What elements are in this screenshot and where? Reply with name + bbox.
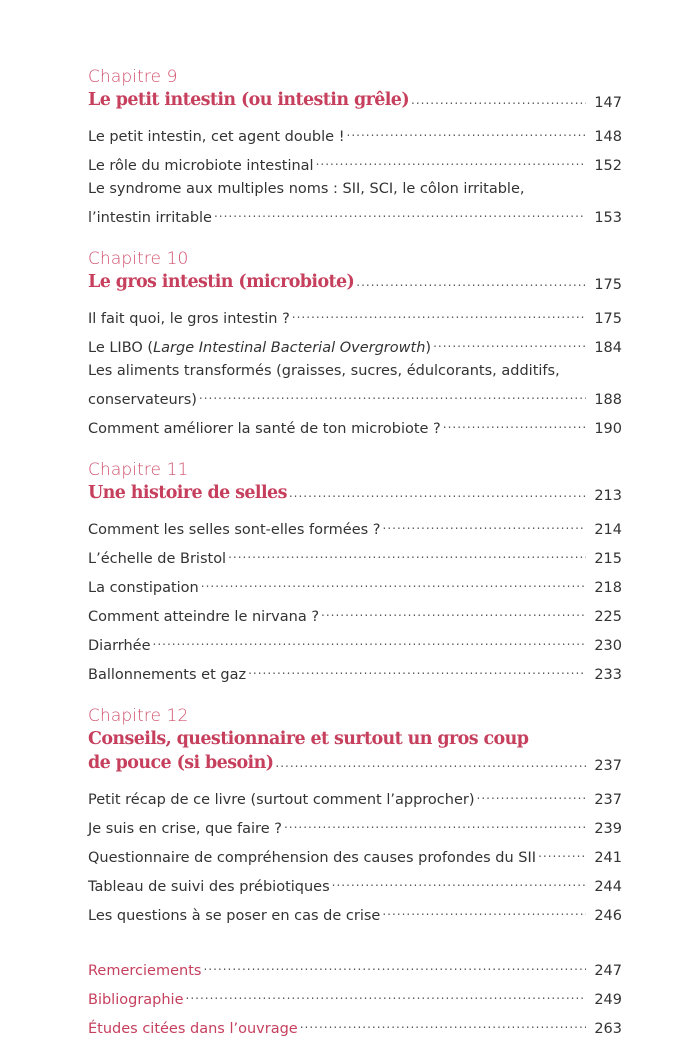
chapter-title-row[interactable] <box>88 270 622 294</box>
dot-leader <box>284 812 586 836</box>
toc-entry[interactable] <box>88 302 622 331</box>
dot-leader <box>153 629 587 653</box>
toc-entry-remerciements[interactable] <box>88 954 622 983</box>
entry-title: La constipation <box>88 580 199 596</box>
dot-leader <box>186 983 587 1007</box>
entry-title-line2: l’intestin irritable <box>88 210 212 226</box>
entry-title: Le rôle du microbiote intestinal <box>88 158 314 174</box>
toc-entry[interactable] <box>88 841 622 870</box>
dot-leader <box>443 412 587 436</box>
entry-title-italic: Large Intestinal Bacterial Overgrowth <box>153 340 426 356</box>
entry-title-line1: Le syndrome aux multiples noms : SII, SCI, le côlon irritable, <box>88 181 525 197</box>
entry-title: Bibliographie <box>88 992 184 1008</box>
entry-title: Les questions à se poser en cas de crise <box>88 908 381 924</box>
toc-entry[interactable] <box>88 629 622 658</box>
page-number: 214 <box>594 522 622 538</box>
entry-title: Je suis en crise, que faire ? <box>88 821 282 837</box>
toc-entry[interactable] <box>88 542 622 571</box>
entry-title: Tableau de suivi des prébiotiques <box>88 879 330 895</box>
entry-title: Diarrhée <box>88 638 151 654</box>
toc-entry[interactable] <box>88 658 622 687</box>
chapter-title-line1: Conseils, questionnaire et surtout un gros coup <box>88 729 529 749</box>
page-number: 147 <box>594 95 622 111</box>
page-number: 233 <box>594 667 622 683</box>
chapter-label: Chapitre 10 <box>88 249 189 269</box>
toc-entry[interactable] <box>88 600 622 629</box>
toc-entry[interactable] <box>88 412 622 441</box>
dot-leader <box>332 870 587 894</box>
toc-entry[interactable] <box>88 812 622 841</box>
page-number: 148 <box>594 129 622 145</box>
page-number: 247 <box>594 963 622 979</box>
page-number: 153 <box>594 210 622 226</box>
chapter-title-row[interactable] <box>88 751 622 775</box>
table-of-contents <box>88 66 622 1041</box>
page-number: 190 <box>594 421 622 437</box>
dot-leader <box>383 513 587 537</box>
page-number: 152 <box>594 158 622 174</box>
chapter-title-row[interactable] <box>88 88 622 112</box>
page-number: 230 <box>594 638 622 654</box>
entry-title: Le LIBO (Large Intestinal Bacterial Overgrowth) <box>88 340 432 356</box>
entry-title: Ballonnements et gaz <box>88 667 247 683</box>
chapter-title: Le gros intestin (microbiote) <box>88 272 355 292</box>
page-number: 175 <box>594 311 622 327</box>
entry-title: Comment améliorer la santé de ton microbiote ? <box>88 421 441 437</box>
toc-entry-multiline[interactable] <box>88 360 622 412</box>
dot-leader <box>248 658 586 682</box>
chapter-12 <box>88 705 622 928</box>
dot-leader <box>433 331 586 355</box>
dot-leader <box>347 120 587 144</box>
entry-title: Petit récap de ce livre (surtout comment l’approcher) <box>88 792 475 808</box>
entry-title: Remerciements <box>88 963 202 979</box>
page-number: 239 <box>594 821 622 837</box>
dot-leader <box>228 542 586 566</box>
page-number: 184 <box>594 340 622 356</box>
dot-leader <box>477 783 587 807</box>
chapter-11 <box>88 459 622 687</box>
page-number: 188 <box>594 392 622 408</box>
toc-entry[interactable] <box>88 331 622 360</box>
toc-entry[interactable] <box>88 870 622 899</box>
chapter-label: Chapitre 9 <box>88 67 178 87</box>
chapter-label: Chapitre 12 <box>88 706 189 726</box>
page-number: 213 <box>594 488 622 504</box>
page-number: 225 <box>594 609 622 625</box>
dot-leader <box>382 899 586 923</box>
dot-leader <box>292 302 587 326</box>
dot-leader <box>538 841 586 865</box>
back-matter <box>88 954 622 1041</box>
toc-entry[interactable] <box>88 783 622 812</box>
dot-leader <box>356 275 586 289</box>
chapter-9 <box>88 66 622 230</box>
page-number: 244 <box>594 879 622 895</box>
entry-title-line1: Les aliments transformés (graisses, sucres, édulcorants, additifs, <box>88 363 560 379</box>
dot-leader <box>289 486 586 500</box>
toc-entry[interactable] <box>88 899 622 928</box>
dot-leader <box>201 571 587 595</box>
chapter-title: Une histoire de selles <box>88 483 287 503</box>
toc-entry[interactable] <box>88 513 622 542</box>
toc-entry-etudes-citees[interactable] <box>88 1012 622 1041</box>
dot-leader <box>275 756 586 770</box>
page-number: 249 <box>594 992 622 1008</box>
dot-leader <box>321 600 586 624</box>
dot-leader <box>411 93 586 107</box>
entry-title: Comment les selles sont-elles formées ? <box>88 522 381 538</box>
toc-entry[interactable] <box>88 571 622 600</box>
toc-entry-multiline[interactable] <box>88 178 622 230</box>
chapter-10 <box>88 248 622 441</box>
chapter-label: Chapitre 11 <box>88 460 189 480</box>
chapter-title-row[interactable] <box>88 481 622 505</box>
entry-title: Il fait quoi, le gros intestin ? <box>88 311 290 327</box>
page-number: 218 <box>594 580 622 596</box>
entry-title-line2: conservateurs) <box>88 392 197 408</box>
entry-title: Questionnaire de compréhension des causes profondes du SII <box>88 850 537 866</box>
dot-leader <box>316 149 587 173</box>
page-number: 215 <box>594 551 622 567</box>
page-number: 241 <box>594 850 622 866</box>
dot-leader <box>214 201 586 225</box>
page-number: 263 <box>594 1021 622 1037</box>
chapter-title: de pouce (si besoin) <box>88 753 274 773</box>
dot-leader <box>203 954 586 978</box>
page-number: 237 <box>594 758 622 774</box>
entry-title: Le petit intestin, cet agent double ! <box>88 129 345 145</box>
toc-entry[interactable] <box>88 120 622 149</box>
toc-entry-bibliographie[interactable] <box>88 983 622 1012</box>
dot-leader <box>199 383 586 407</box>
page-number: 237 <box>594 792 622 808</box>
entry-title: Études citées dans l’ouvrage <box>88 1021 298 1037</box>
chapter-title: Le petit intestin (ou intestin grêle) <box>88 90 410 110</box>
toc-entry[interactable] <box>88 149 622 178</box>
entry-title: Comment atteindre le nirvana ? <box>88 609 320 625</box>
entry-title: L’échelle de Bristol <box>88 551 227 567</box>
page-number: 175 <box>594 277 622 293</box>
page-number: 246 <box>594 908 622 924</box>
dot-leader <box>300 1012 587 1036</box>
